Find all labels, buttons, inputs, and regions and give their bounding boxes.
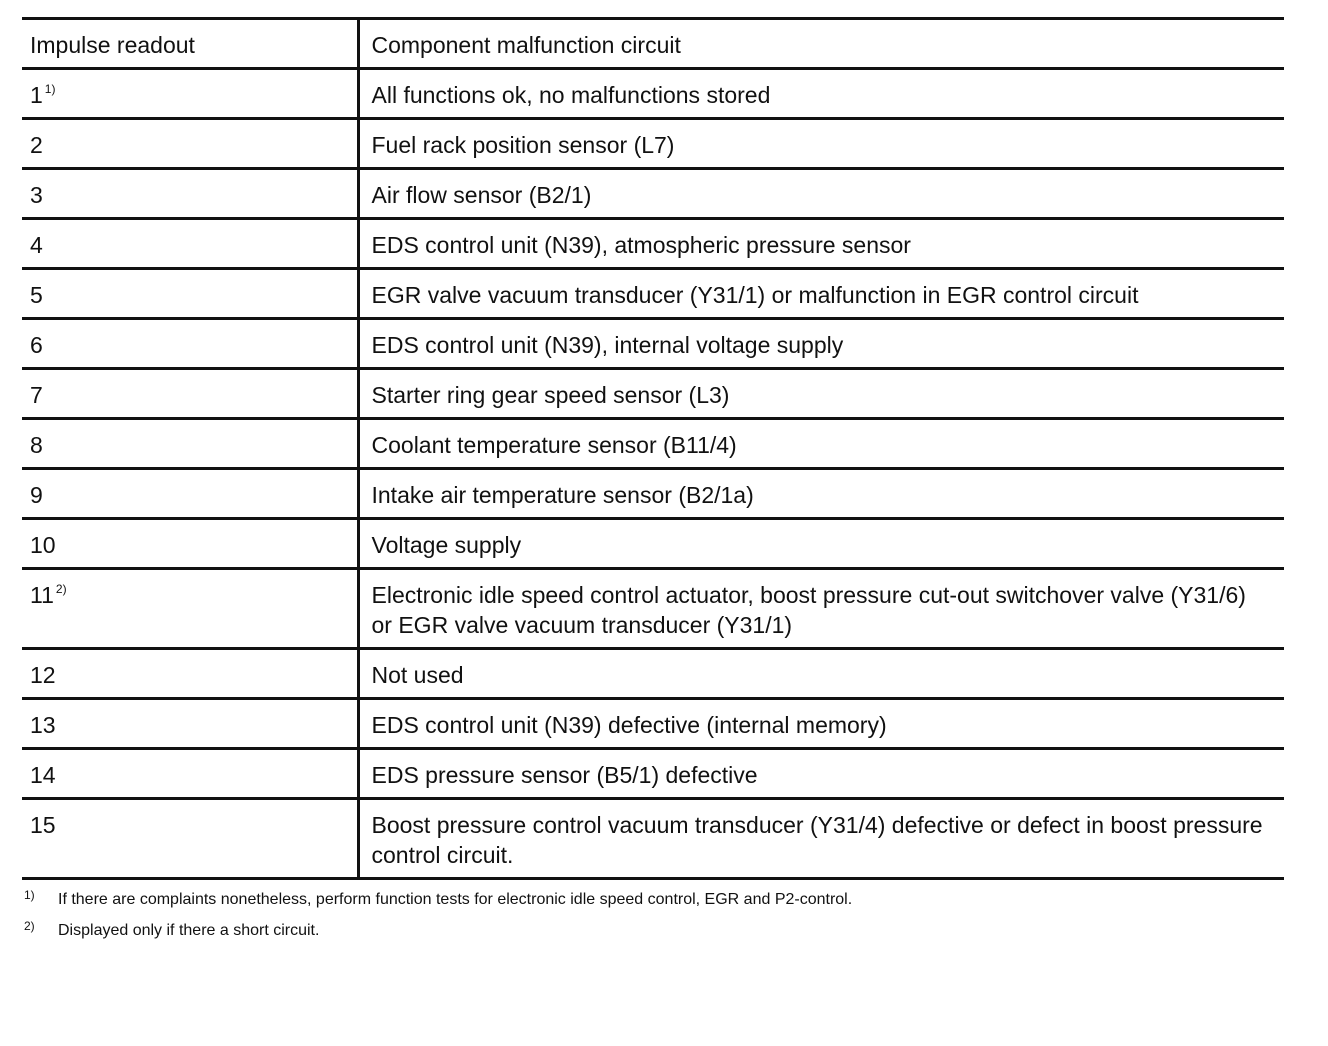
component-cell: EDS pressure sensor (B5/1) defective [358,749,1284,799]
column-header-impulse-readout: Impulse readout [22,19,358,69]
impulse-readout-cell [22,119,358,169]
impulse-readout-value: 1 [30,82,43,108]
component-cell: EGR valve vacuum transducer (Y31/1) or malfunction in EGR control circuit [358,269,1284,319]
table-row [22,219,1284,269]
impulse-readout-value: 11 [30,582,54,608]
footnote-marker: 2) [24,919,35,933]
impulse-readout-value: 4 [30,232,43,258]
impulse-readout-value: 8 [30,432,43,458]
table-row [22,119,1284,169]
footnotes [22,882,1284,944]
impulse-readout-cell [22,219,358,269]
document [22,17,1284,944]
impulse-readout-cell [22,169,358,219]
impulse-readout-value: 12 [30,662,56,688]
table-row [22,469,1284,519]
footnote [24,913,1284,944]
impulse-readout-value: 15 [30,812,56,838]
impulse-readout-value: 13 [30,712,56,738]
impulse-readout-value: 3 [30,182,43,208]
table-row [22,519,1284,569]
component-cell: Coolant temperature sensor (B11/4) [358,419,1284,469]
impulse-readout-cell [22,69,358,119]
table-row [22,419,1284,469]
footnote-reference: 1) [44,82,56,96]
table-header-row [22,19,1284,69]
impulse-readout-cell [22,519,358,569]
impulse-readout-cell [22,799,358,879]
table-row [22,799,1284,879]
impulse-readout-value: 6 [30,332,43,358]
component-cell: Electronic idle speed control actuator, boost pressure cut-out switchover valve (Y31/6) or EGR valve vacuum transducer (Y31/1) [358,569,1284,649]
component-cell: Air flow sensor (B2/1) [358,169,1284,219]
impulse-readout-value: 9 [30,482,43,508]
impulse-readout-cell [22,699,358,749]
impulse-readout-value: 2 [30,132,43,158]
impulse-readout-cell [22,649,358,699]
impulse-readout-value: 14 [30,762,56,788]
component-cell: All functions ok, no malfunctions stored [358,69,1284,119]
table-row [22,319,1284,369]
column-header-component: Component malfunction circuit [358,19,1284,69]
table-row [22,569,1284,649]
impulse-readout-cell [22,469,358,519]
footnote [24,882,1284,913]
component-cell: Voltage supply [358,519,1284,569]
component-cell: EDS control unit (N39), internal voltage supply [358,319,1284,369]
footnote-text: Displayed only if there a short circuit. [58,922,320,939]
table-row [22,169,1284,219]
impulse-readout-cell [22,749,358,799]
impulse-readout-cell [22,269,358,319]
impulse-readout-value: 7 [30,382,43,408]
component-cell: EDS control unit (N39), atmospheric pressure sensor [358,219,1284,269]
footnote-marker: 1) [24,888,35,902]
footnote-text: If there are complaints nonetheless, perform function tests for electronic idle speed control, EGR and P2-control. [58,891,853,908]
table-row [22,69,1284,119]
impulse-readout-value: 10 [30,532,56,558]
table-row [22,749,1284,799]
impulse-readout-cell [22,319,358,369]
component-cell: Boost pressure control vacuum transducer (Y31/4) defective or defect in boost pressure control circuit. [358,799,1284,879]
component-cell: EDS control unit (N39) defective (internal memory) [358,699,1284,749]
impulse-readout-cell [22,369,358,419]
table-body [22,69,1284,879]
component-cell: Fuel rack position sensor (L7) [358,119,1284,169]
fault-code-table [22,17,1284,880]
footnote-reference: 2) [55,582,67,596]
table-row [22,269,1284,319]
impulse-readout-cell [22,569,358,649]
impulse-readout-cell [22,419,358,469]
component-cell: Starter ring gear speed sensor (L3) [358,369,1284,419]
table-row [22,699,1284,749]
table-row [22,369,1284,419]
component-cell: Not used [358,649,1284,699]
table-row [22,649,1284,699]
impulse-readout-value: 5 [30,282,43,308]
component-cell: Intake air temperature sensor (B2/1a) [358,469,1284,519]
